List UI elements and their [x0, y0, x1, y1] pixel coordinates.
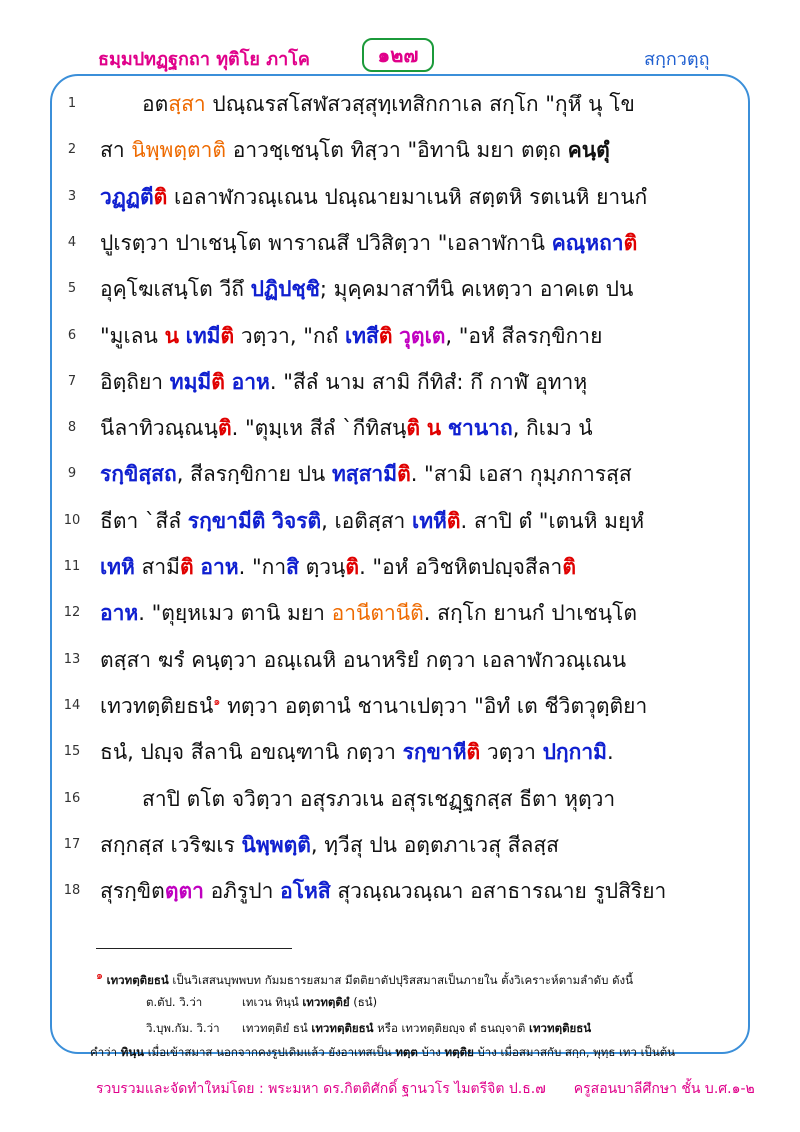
footnote-term: เทวทตฺติยํ — [302, 995, 350, 1009]
text-span: อโหสิ — [280, 879, 331, 904]
text-span: สกฺกสฺส เวริฆเร — [100, 832, 242, 857]
text-span: เทสี — [344, 323, 379, 348]
line-number: 2 — [67, 142, 77, 158]
text-span: สิ — [286, 555, 299, 579]
line-number: 5 — [67, 281, 77, 297]
footnote-text: เทวทตฺติยํ ธนํ — [242, 1021, 312, 1035]
line-number: 4 — [67, 234, 77, 250]
text-span: ทมฺมี — [169, 369, 212, 394]
footnote-text: เป็นวิเสสนบุพพบท กัมมธารยสมาส มีตติยาตัปปุริสสมาสเป็นภายใน ตั้งวิเคราะห์ตามลำดับ ดังนี้ — [168, 972, 634, 987]
text-span: ติ — [217, 416, 232, 441]
text-span: นีลาทิวณฺณนฺ — [100, 416, 218, 441]
text-line — [100, 458, 724, 491]
text-span: รกฺขิสฺสถ — [100, 462, 177, 487]
footnote-text: คำว่า — [90, 1045, 121, 1059]
text-span: สาปิ ตโต จวิตฺวา อสุรภวเน อสุรเชฏฺฐกสฺส ธีตา หุตฺวา — [142, 786, 616, 811]
text-span: อาห — [231, 369, 270, 394]
text-span: ติ — [345, 555, 360, 579]
text-span: เทวทตฺติยธนํ — [100, 693, 214, 718]
line-number: 3 — [67, 188, 77, 204]
header-title: ธมฺมปทฏฺฐกถา ทุติโย ภาโค — [98, 49, 310, 70]
text-span: . "ตุมฺเห สีลํ `กีทิสนฺ — [231, 416, 407, 441]
text-line — [100, 644, 724, 677]
text-span: ติ — [378, 323, 393, 348]
text-span: สุรกฺขิต — [100, 879, 165, 904]
text-span: "มูเลน — [100, 323, 165, 348]
text-line — [100, 181, 724, 214]
text-span — [225, 370, 232, 394]
text-span: อาวชฺเชนฺโต ทิสฺวา "อิทานิ มยา ตตฺถ — [226, 138, 568, 163]
text-line — [100, 690, 724, 723]
text-span: อต — [142, 92, 169, 116]
text-span: อานีตานีติ — [331, 601, 424, 626]
footnote-line-4 — [90, 1044, 675, 1062]
text-span: ปูเรตฺวา ปาเชนฺโต พาราณสึ ปวิสิตฺวา "เอลาฬกานิ — [100, 230, 552, 255]
page-footer — [96, 1078, 755, 1100]
text-line — [100, 597, 724, 630]
text-span: อิตฺถิยา — [100, 369, 170, 394]
text-span: ทตฺวา อตฺตานํ ชานาเปตฺวา "อิทํ เต ชีวิตวุตฺติยา — [220, 693, 648, 718]
text-span: , เอติสฺสา — [321, 508, 413, 533]
text-span: ชานาถ — [447, 416, 513, 441]
text-span: . "สามิ เอสา กุมฺภการสฺส — [410, 462, 632, 487]
footnote-text: บ้าง — [417, 1045, 445, 1059]
footnote-line-2 — [146, 994, 377, 1012]
text-span: วตฺวา, "กถํ — [234, 323, 345, 348]
line-number: 10 — [63, 512, 81, 528]
text-span: ติ — [446, 508, 461, 533]
text-span: วฏฺฏตี — [100, 184, 154, 209]
footnote-label: ต.ตัป. วิ.ว่า — [146, 995, 203, 1009]
text-span: ทสฺสามี — [331, 462, 398, 487]
line-number: 13 — [63, 651, 81, 667]
text-span: ปกฺกามิ — [542, 740, 607, 765]
text-span: น — [164, 323, 179, 348]
footnote-line-3 — [146, 1020, 591, 1038]
text-line — [100, 783, 724, 816]
text-span: รกฺขามีติ — [187, 508, 266, 533]
text-span: ติ — [466, 740, 481, 765]
line-number: 18 — [63, 883, 81, 899]
line-number: 17 — [63, 836, 81, 852]
text-span: ปณฺณรสโสฬสวสฺสุทฺเทสิกกาเล สกฺโก "กุหึ นุ โข — [205, 92, 635, 116]
footnote-text: หรือ เทวทตฺติยญฺจ ตํ ธนญฺจาติ — [373, 1021, 530, 1035]
footnote-term: เทวทตฺติยธนํ — [529, 1021, 592, 1035]
text-span: ธีตา `สีลํ — [100, 508, 188, 533]
text-span: คณฺหถา — [551, 230, 624, 255]
text-span: ติ — [180, 555, 194, 579]
line-number: 1 — [67, 96, 77, 111]
text-line — [100, 88, 724, 121]
text-span: . สกฺโก ยานกํ ปาเชนฺโต — [423, 601, 638, 626]
line-number: 6 — [67, 327, 77, 343]
footnote-text: เทเวน ทินฺนํ — [242, 995, 303, 1009]
text-line — [100, 320, 724, 353]
text-span: รกฺขาหี — [402, 740, 467, 765]
text-span: เทมี — [185, 323, 221, 348]
text-line — [100, 736, 724, 769]
line-number: 11 — [63, 559, 81, 574]
text-span: วตฺวา — [480, 740, 543, 765]
line-number: 8 — [67, 420, 77, 436]
text-span: สา — [100, 138, 132, 163]
footnote-term: เทวทตฺติยธนํ — [106, 972, 169, 987]
text-span: , กิเมว นํ — [512, 416, 593, 441]
text-line — [100, 366, 724, 399]
text-span: ติ — [153, 184, 168, 209]
text-span: สามี — [134, 555, 181, 579]
text-line — [100, 875, 724, 908]
text-line — [100, 273, 724, 306]
line-number: 9 — [67, 466, 77, 482]
footer-author: รวบรวมและจัดทำใหม่โดย : พระมหา ดร.กิตติศักดิ์ ฐานวโร ไมตรีจิต ป.ธ.๗ — [96, 1081, 546, 1097]
text-span: อภิรูปา — [203, 879, 281, 904]
text-line — [100, 551, 724, 584]
footnote-term: เทวทตฺติยธนํ — [311, 1021, 374, 1035]
footnote-line-1 — [96, 966, 633, 990]
text-span: . "ตุยฺหเมว ตานิ มยา — [138, 601, 332, 626]
text-span: . "อหํ อวิชหิตปญฺจสีลา — [359, 555, 563, 579]
text-span: นิพฺพตฺตาติ — [131, 138, 227, 163]
footnote-text: เมื่อเข้าสมาส นอกจากคงรูปเดิมแล้ว ยังอาเทสเป็น — [144, 1045, 396, 1059]
text-span: , สีลรกฺขิกาย ปน — [176, 462, 332, 487]
text-span — [179, 324, 186, 348]
text-span: ติ — [397, 462, 411, 487]
line-number: 15 — [63, 744, 81, 760]
footnote-marker: ๑ — [96, 969, 103, 982]
text-span: ; มุคฺคมาสาทีนิ คเหตฺวา อาคเต ปน — [319, 277, 634, 302]
text-line — [100, 829, 724, 862]
text-span: . "กา — [238, 555, 287, 579]
text-span: ติ — [562, 555, 576, 579]
text-span: ตฺวนฺ — [298, 555, 346, 579]
footnote-term: ทตฺติย — [444, 1045, 474, 1059]
text-span — [420, 416, 427, 440]
text-span — [441, 416, 448, 440]
text-span: คนฺตุํ — [567, 138, 610, 163]
text-span: . "สีลํ นาม สามิ กีทิสํ: กึ กาฬํ อุทาหุ — [269, 369, 588, 394]
page-number-badge: ๑๒๗ — [362, 38, 434, 72]
text-span: น — [426, 416, 442, 441]
text-span: เทหิ — [100, 555, 135, 579]
footnote-text: (ธนํ) — [349, 995, 378, 1009]
text-span: ติ — [406, 416, 421, 441]
line-number: 14 — [63, 697, 81, 713]
text-span: ตสฺสา ฆรํ คนฺตฺวา อณฺเณหิ อนาหริยํ กตฺวา เอลาฬกวณฺเณน — [100, 647, 627, 672]
line-number: 16 — [63, 790, 81, 806]
text-span: ธนํ, ปญฺจ สีลานิ อขณฺฑานิ กตฺวา — [100, 740, 403, 765]
footnote-term: ทินฺน — [120, 1045, 145, 1059]
text-span: อาห — [200, 555, 239, 579]
text-span: สฺสา — [168, 92, 206, 116]
footer-course: ครูสอนบาลีศึกษา ชั้น บ.ศ.๑-๒ — [573, 1081, 755, 1097]
text-line — [100, 505, 724, 538]
text-span: , ทฺวีสุ ปน อตฺตภาเวสุ สีลสฺส — [310, 832, 560, 857]
text-span: , "อหํ สีลรกฺขิกาย — [445, 323, 603, 348]
text-span: นิพฺพตฺติ — [241, 832, 311, 857]
text-span: วิจรติ — [272, 508, 322, 533]
text-span: ตฺตา — [164, 879, 204, 904]
text-span: สุวณฺณวณฺณา อสาธารณาย รูปสิริยา — [330, 879, 667, 904]
text-line — [100, 134, 724, 167]
text-span: . สาปิ ตํ "เตนหิ มยฺหํ — [460, 508, 645, 533]
text-span: ๑ — [213, 694, 221, 708]
text-span: ติ — [623, 230, 638, 255]
footnote-label: วิ.บุพ.กัม. วิ.ว่า — [146, 1021, 220, 1035]
text-span: อุคฺโฆเสนฺโต วีถึ — [100, 277, 251, 302]
text-span: ปฏิปชฺชิ — [250, 277, 320, 302]
line-number: 12 — [63, 605, 81, 621]
footnote-term: ทตฺต — [395, 1045, 418, 1059]
text-line — [100, 412, 724, 445]
line-number: 7 — [67, 373, 77, 389]
text-span: ติ — [220, 323, 235, 348]
text-span: ติ — [211, 369, 225, 394]
text-span: วุตฺเต — [399, 323, 446, 348]
header-section: สกฺกวตฺถุ — [644, 49, 710, 70]
footnote-text: บ้าง เมื่อสมาสกับ สกฺก, พุทฺธ เทว เป็นต้น — [473, 1045, 676, 1059]
footnote-rule — [96, 948, 292, 949]
text-line — [100, 227, 724, 260]
text-span: เทหี — [412, 508, 447, 533]
text-span: เอลาฬกวณฺเณน ปณฺณายมาเนหิ สตฺตหิ รตเนหิ ยานกํ — [167, 184, 648, 209]
text-span: . — [606, 740, 614, 765]
text-span: อาห — [100, 601, 139, 626]
